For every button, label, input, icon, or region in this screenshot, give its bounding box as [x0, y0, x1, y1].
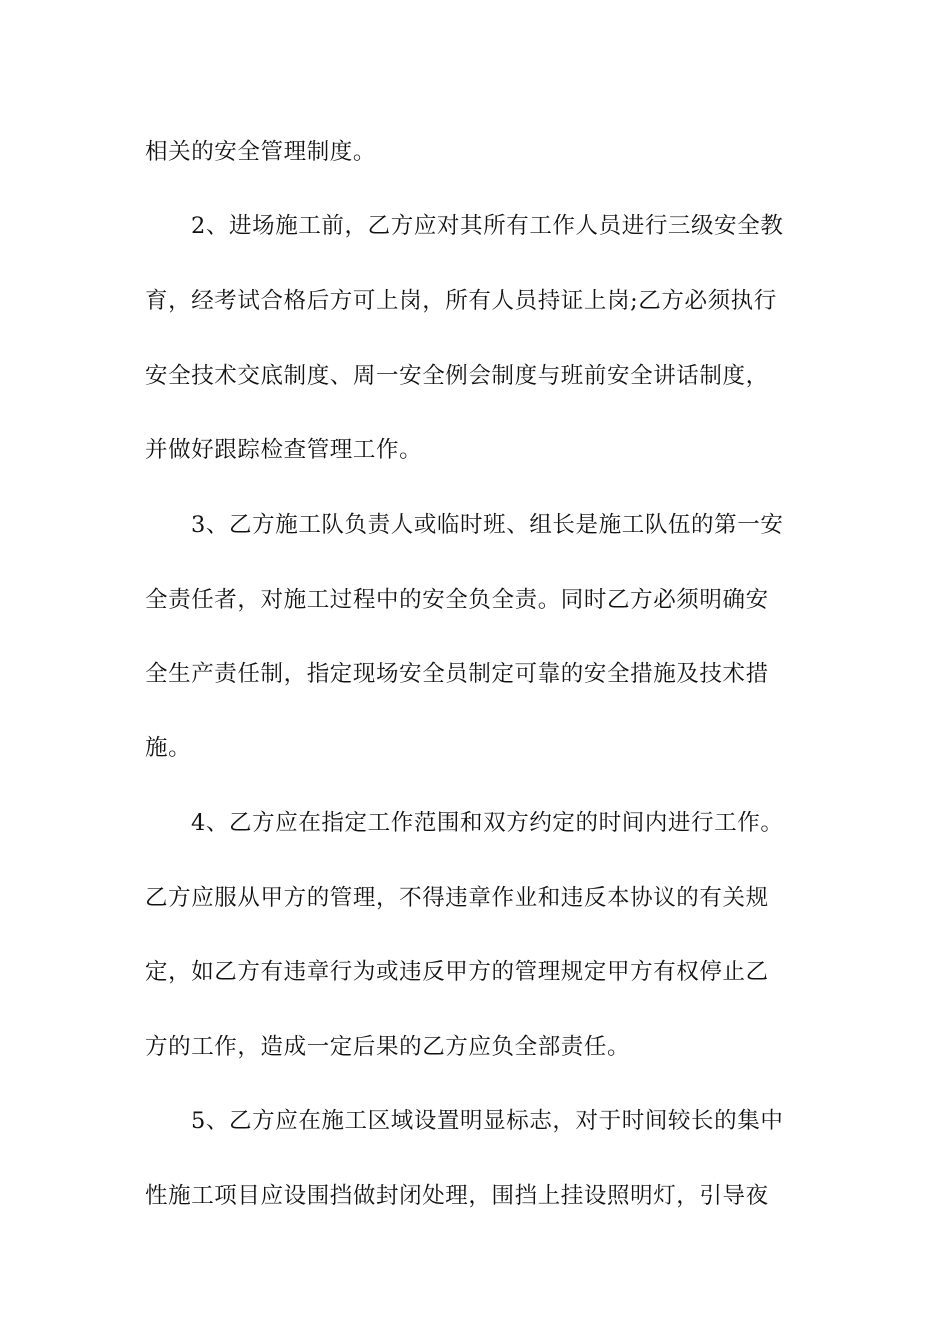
text-line-5: 并做好跟踪检查管理工作。 [145, 437, 423, 463]
text-line-9: 施。 [145, 735, 192, 761]
text-line-7: 全责任者，对施工过程中的安全负全责。同时乙方必须明确安 [145, 587, 769, 613]
text-line-14: 5、乙方应在施工区域设置明显标志，对于时间较长的集中 [191, 1108, 784, 1134]
text-line-15: 性施工项目应设围挡做封闭处理，围挡上挂设照明灯，引导夜 [145, 1183, 769, 1209]
text-line-6: 3、乙方施工队负责人或临时班、组长是施工队伍的第一安 [191, 512, 784, 538]
text-line-12: 定，如乙方有违章行为或违反甲方的管理规定甲方有权停止乙 [145, 959, 769, 985]
text-line-2: 2、进场施工前，乙方应对其所有工作人员进行三级安全教 [191, 213, 784, 239]
text-line-13: 方的工作，造成一定后果的乙方应负全部责任。 [145, 1034, 631, 1060]
text-line-4: 安全技术交底制度、周一安全例会制度与班前安全讲话制度， [145, 363, 769, 389]
text-line-1: 相关的安全管理制度。 [145, 139, 377, 165]
text-line-10: 4、乙方应在指定工作范围和双方约定的时间内进行工作。 [191, 810, 784, 836]
text-line-11: 乙方应服从甲方的管理，不得违章作业和违反本协议的有关规 [145, 885, 769, 911]
text-line-3: 育，经考试合格后方可上岗，所有人员持证上岗;乙方必须执行 [145, 288, 777, 314]
text-line-8: 全生产责任制，指定现场安全员制定可靠的安全措施及技术措 [145, 661, 769, 687]
